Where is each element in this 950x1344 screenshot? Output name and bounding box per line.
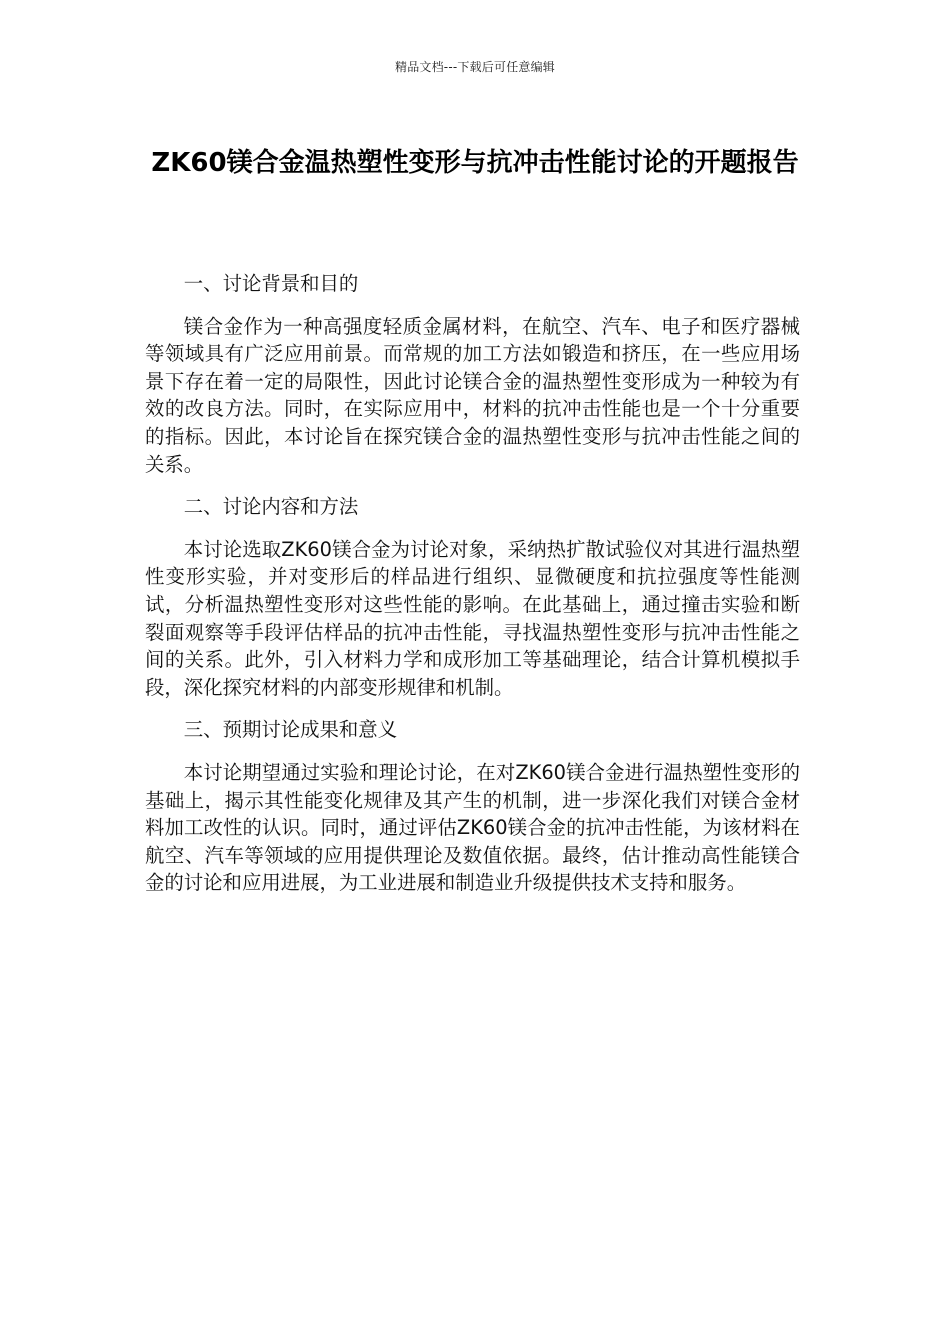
section-heading-expected-results: 三、预期讨论成果和意义 [183, 718, 398, 742]
section-heading-methods: 二、讨论内容和方法 [183, 495, 359, 519]
document-title: ZK60镁合金温热塑性变形与抗冲击性能讨论的开题报告 [151, 148, 799, 178]
header-note: 精品文档---下载后可任意编辑 [395, 60, 555, 74]
document-body [145, 270, 800, 912]
section-heading-background: 一、讨论背景和目的 [183, 272, 359, 295]
section-paragraph-expected-results: 本讨论期望通过实验和理论讨论，在对ZK60镁合金进行温热塑性变形的基础上，揭示其性能变化规律及其产生的机制，进一步深化我们对镁合金材料加工改性的认识。同时，通过评估ZK60镁合金的抗冲击性能，为该材料在航空、汽车等领域的应用提供理论及数值依据。最终，估计推动高性能镁合金的讨论和应用进展，为工业进展和制造业升级提供技术支持和服务。 [145, 760, 800, 895]
section-paragraph-background: 镁合金作为一种高强度轻质金属材料，在航空、汽车、电子和医疗器械等领域具有广泛应用前景。而常规的加工方法如锻造和挤压，在一些应用场景下存在着一定的局限性，因此讨论镁合金的温热塑性变形成为一种较为有效的改良方法。同时，在实际应用中，材料的抗冲击性能也是一个十分重要的指标。因此，本讨论旨在探究镁合金的温热塑性变形与抗冲击性能之间的关系。 [145, 314, 800, 476]
section-paragraph-methods: 本讨论选取ZK60镁合金为讨论对象，采纳热扩散试验仪对其进行温热塑性变形实验，并对变形后的样品进行组织、显微硬度和抗拉强度等性能测试，分析温热塑性变形对这些性能的影响。在此基础上，通过撞击实验和断裂面观察等手段评估样品的抗冲击性能，寻找温热塑性变形与抗冲击性能之间的关系。此外，引入材料力学和成形加工等基础理论，结合计算机模拟手段，深化探究材料的内部变形规律和机制。 [145, 537, 800, 699]
